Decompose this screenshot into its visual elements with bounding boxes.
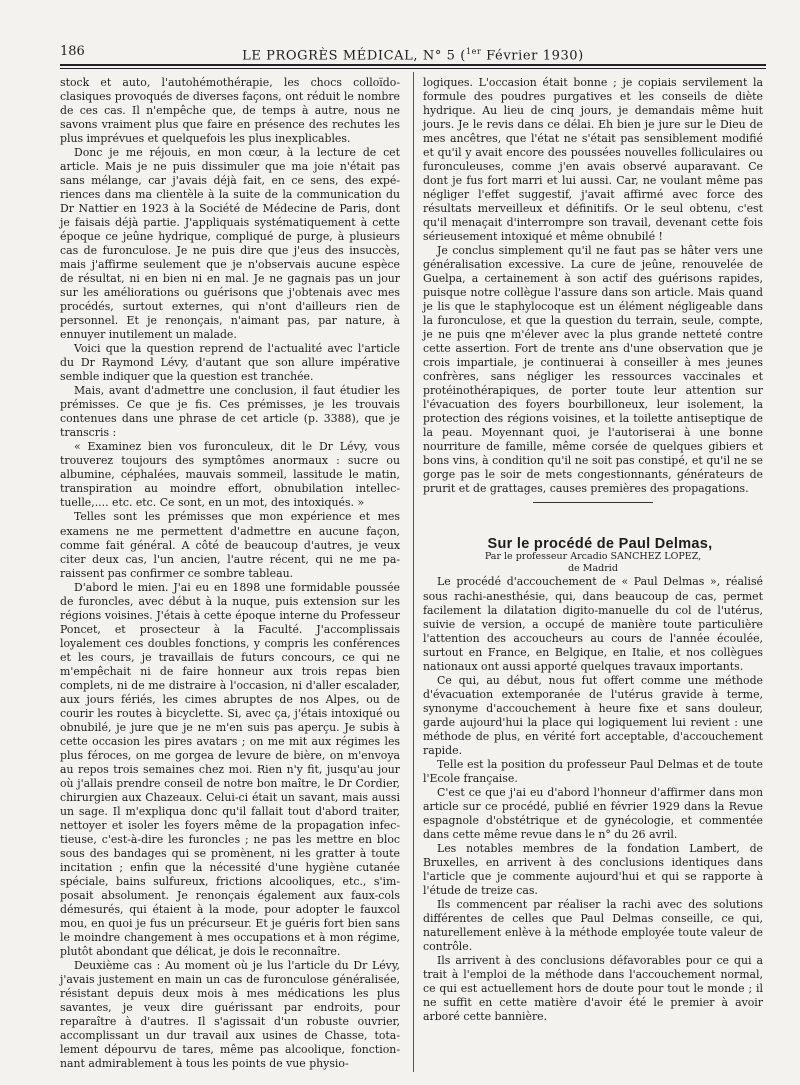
journal-name: LE PROGRÈS MÉDICAL, N° 5 (: [242, 48, 466, 64]
page-number: 186: [60, 44, 85, 59]
paragraph: Telle est la position du professeur Paul Delmas et de toute l'Ecole française.: [423, 757, 763, 785]
header-rule-thick: [60, 64, 766, 66]
paragraph: Voici que la question reprend de l'actualité avec l'article du Dr Raymond Lévy, d'autant que son allure impérative semble indiquer que la question est tranchée.: [60, 342, 400, 384]
paragraph: Ce qui, au début, nous fut offert comme une méthode d'évacuation extemporanée de l'utérus gravide à terme, synonyme d'accouchement à heure fixe et sans douleur, garde aujourd'hui la place qui logiquement lui revient : une méthode de plus, en vérité fort acceptable, d'accouchement rapide.: [423, 673, 763, 757]
article-title: Sur le procédé de Paul Delmas,: [487, 536, 713, 553]
journal-date: Février 1930): [481, 48, 584, 64]
section-separator: [533, 502, 653, 503]
paragraph: Le procédé d'accouchement de « Paul Delmas », réalisé sous rachi-anesthésie, qui, dans beaucoup de cas, permet facilement la dilatation digito-manuelle du col de l'utérus, suivie de version, a occupé de manière toute particulière l'attention des accoucheurs au cours de l'année écoulée, surtout en France, en Belgique, en Italie, et nos collègues nationaux ont aussi apporté quelques travaux importants.: [423, 575, 763, 673]
paragraph: D'abord le mien. J'ai eu en 1898 une formidable poussée de furoncles, avec début à la nuque, puis extension sur les régions voisines. J'étais à cette époque interne du Professeur Poncet, et prosecteur à la Faculté. J'accomplissais loyalement ces doubles fonctions, y compris les conférences et les cours, je travaillais de futurs concours, ce qui ne m'empêchait ni de faire honneur aux trois repas bien complets, ni de me distraire à l'occasion, ni d'aller escalader, aux jours fériés, les cimes abruptes de nos Alpes, ou de courir les routes à bicyclette. Si, avec ça, j'étais intoxiqué ou obnubilé, je jure que je ne m'en suis pas aperçu. Je subis à cette occasion les pires avatars ; on me mit aux régimes les plus féroces, on me gorgea de levure de bière, on m'envoya au repos trois semaines chez moi. Rien n'y fit, jusqu'au jour où j'allais prendre conseil de notre bon maître, le Dr Cordier, chirurgien aux Chazeaux. Celui-ci était un savant, mais aussi un sage. Il m'expliqua donc qu'il fallait tout d'abord traiter, nettoyer et isoler les foyers même de la propagation infectieuse, c'est-à-dire les furoncles ; ne pas les mettre en bloc sous des bandages qui se promènent, ni les gratter à toute incitation ; enfin que la nécessité d'une hygiène cutanée spéciale, bains sulfureux, frictions alcooliques, etc., s'imposait absolument. Je renonçais également aux faux-cols démesurés, qui étaient à la mode, pour adopter le fauxcol mou, en quoi je fus un précurseur. Et je guéris fort bien sans le moindre changement à mes occupations et à mon régime, plutôt abondant que délicat, je dois le reconnaître.: [60, 580, 400, 958]
journal-title: [60, 44, 766, 64]
paragraph: stock et auto, l'autohémothérapie, les chocs colloïdoclasiques provoqués de diverses façons, ont réduit le nombre de ces cas. Il n'empêche que, de temps à autre, nous ne savons vraiment plus que faire en présence des rechutes les plus imprévues et quelquefois les plus inexplicables.: [60, 76, 400, 146]
paragraph: Mais, avant d'admettre une conclusion, il faut étudier les prémisses. Ce que je fis. Ces prémisses, je les trouvais contenues dans une phrase de cet article (p. 3388), que je transcris :: [60, 384, 400, 440]
paragraph: logiques. L'occasion était bonne ; je copiais servilement la formule des poudres purgatives et les conseils de diète hydrique. Au lieu de cinq jours, je demandais même huit jours. Je le revis dans ce délai. Eh bien je jure sur le Dieu de mes ancêtres, que l'état ne s'était pas sensiblement modifié et qu'il y avait encore des poussées nouvelles folliculaires ou furonculeuses, comme j'en avais observé auparavant. Ce dont je fus fort marri et lui aussi. Car, ne voulant même pas négliger l'effet suggestif, j'avait affirmé avec force des résultats merveilleux et définitifs. Or le seul obtenu, c'est qu'il menaçait d'interrompre son travail, devenant cette fois sérieusement intoxiqué et même obnubilé !: [423, 76, 763, 244]
left-column: [60, 76, 400, 1071]
running-header: [60, 44, 766, 64]
paragraph: Deuxième cas : Au moment où je lus l'article du Dr Lévy, j'avais justement en main un cas de furonculose généralisée, résistant depuis deux mois à mes médications les plus savantes, je veux dire guérissant par endroits, pour reparaître à d'autres. Il s'agissait d'un robuste ouvrier, accomplissant un dur travail aux usines de Chasse, totalement dépourvu de tares, même pas alcoolique, fonctionnant admirablement à tous les points de vue physio-: [60, 958, 400, 1071]
paragraph: Telles sont les prémisses que mon expérience et mes examens ne me permettent d'admettre en aucune façon, comme fait général. A côté de beaucoup d'autres, je veux citer deux cas, l'un ancien, l'autre récent, qui ne me paraissent pas confirmer ce sombre tableau.: [60, 510, 400, 580]
article-city: de Madrid: [568, 563, 618, 575]
right-column: [423, 76, 763, 1024]
paragraph: Ils commencent par réaliser la rachi avec des solutions différentes de celles que Paul Delmas conseille, ce qui, naturellement enlève à la méthode employée toute valeur de contrôle.: [423, 897, 763, 953]
paragraph: Donc je me réjouis, en mon cœur, à la lecture de cet article. Mais je ne puis dissimuler que ma joie n'était pas sans mélange, car j'avais déjà fait, en ce sens, des expériences dans ma clientèle à la suite de la communication du Dr Nattier en 1923 à la Société de Médecine de Paris, dont je faisais déjà partie. J'appliquais systématiquement à cette époque ce jeûne hydrique, compliqué de purge, à plusieurs cas de furonculose. Je ne puis dire que j'eus des insuccès, mais j'affirme seulement que je n'observais aucune espèce de résultat, ni en bien ni en mal. Je ne gagnais pas un jour sur les améliorations ou guérisons que j'obtenais avec mes procédés, surtout externes, qui n'ont d'ailleurs rien de personnel. Et je renonçais, n'aimant pas, par nature, à ennuyer inutilement un malade.: [60, 146, 400, 342]
date-superscript: 1er: [465, 47, 482, 56]
paragraph: C'est ce que j'ai eu d'abord l'honneur d'affirmer dans mon article sur ce procédé, publié en février 1929 dans la Revue espagnole d'obstétrique et de gynécologie, et commentée dans cette même revue dans le n° du 26 avril.: [423, 785, 763, 841]
paragraph: Les notables membres de la fondation Lambert, de Bruxelles, en arrivent à des conclusions identiques dans l'article que je commente aujourd'hui et qui se rapporte à l'étude de treize cas.: [423, 841, 763, 897]
paragraph: Ils arrivent à des conclusions défavorables pour ce qui a trait à l'emploi de la méthode dans l'accouchement normal, ce qui est actuellement hors de doute pour tout le monde ; il ne suffit en cette matière d'avoir été le premier à avoir arboré cette bannière.: [423, 953, 763, 1023]
header-rule-thin: [60, 68, 766, 69]
column-divider: [413, 72, 414, 1072]
paragraph: Je conclus simplement qu'il ne faut pas se hâter vers une généralisation excessive. La cure de jeûne, renouvelée de Guelpa, a certainement à son actif des guérisons rapides, puisque notre collègue l'assure dans son article. Mais quand je lis que le staphylocoque est un élément négligeable dans la furonculose, et que la question du terrain, seule, compte, je ne puis qne m'élever avec la plus grande netteté contre cette assertion. Fort de trente ans d'une observation que je crois impartiale, je continuerai à conseiller à mes jeunes confrères, sans négliger les ressources vaccinales et protéinothérapiques, de porter toute leur attention sur l'évacuation des foyers bourbilloneux, leur isolement, la protection des régions voisines, et la toilette antiseptique de la peau. Moyennant quoi, je l'autoriserai à une bonne nourriture de famille, même corsée de quelques gibiers et bons vins, à condition qu'il ne soit pas constipé, et qu'il ne se gorge pas le soir de mets congestionnants, générateurs de prurit et de grattages, causes premières des propagations.: [423, 244, 763, 496]
article-byline: Par le professeur Arcadio SANCHEZ LOPEZ,: [484, 551, 702, 563]
quotation: « Examinez bien vos furonculeux, dit le Dr Lévy, vous trouverez toujours des symptômes anormaux : sucre ou albumine, céphalées, mauvais sommeil, lassitude le matin, transpiration au moindre effort, obnubilation intellectuelle,.... etc. etc. Ce sont, en un mot, des intoxiqués. »: [60, 440, 400, 510]
